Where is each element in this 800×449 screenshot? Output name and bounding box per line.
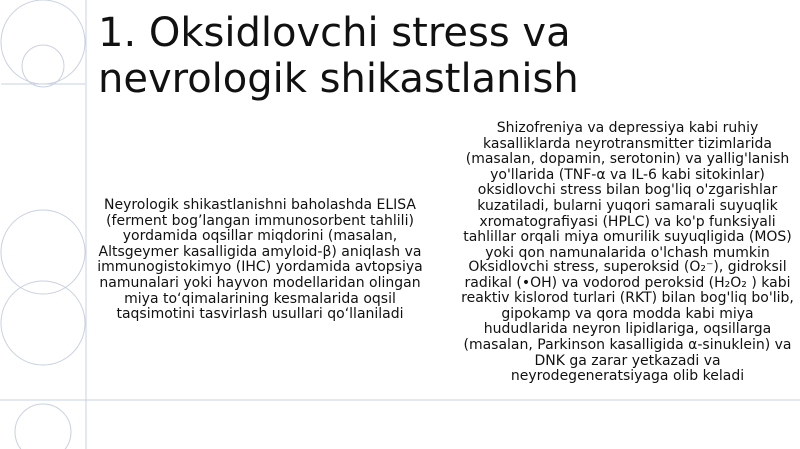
- decor-large-circle-top: [1, 0, 85, 84]
- slide-title-line-1: 1. Oksidlovchi stress va: [98, 10, 571, 56]
- right-paragraph-psychiatric: Shizofreniya va depressiya kabi ruhiy kasalliklarda neyrotransmitter tizimlarida (masalan, dopamin, serotonin) va yallig'lanish yo'llarida (TNF-α va IL-6 kabi sitokinlar) oksidlovchi stress bilan bog'liq o'zgarishlar kuzatiladi, bularni yuqori samarali suyuqlik xromatografiyasi (HPLC) va ko'p funksiyali tahlillar orqali miya omurilik suyuqligida (MOS) yoki qon namunalarida o'lchash mumkin: [463, 120, 792, 261]
- left-paragraph: Neyrologik shikastlanishni baholashda ELISA (ferment bog’langan immunosorbent tahlili) yordamida oqsillar miqdorini (masalan, Altsgeymer kasalligida amyloid-β) aniqlash va immunogistokimyo (IHC) yordamida avtopsiya namunalari yoki hayvon modellaridan olingan miya to‘qimalarining kesmalarida oqsil taqsimotini tasvirlash usullari qo‘llaniladi: [97, 197, 423, 323]
- decor-small-circle-top: [22, 45, 64, 87]
- right-paragraph-oxidative-stress: Oksidlovchi stress, superoksid (O₂⁻), gidroksil radikal (•OH) va vodorod peroksid (H₂O₂ ) kabi reaktiv kislorod turlari (RKT) bilan bog'liq bo'lib, gipokamp va qora modda kabi miya hududlarida neyron lipidlariga, oqsillarga (masalan, Parkinson kasalligida α-sinuklein) va DNK ga zarar yetkazadi va neyrodegeneratsiyaga olib keladi: [461, 259, 794, 385]
- decor-circle-edge: [15, 404, 71, 449]
- slide-title-line-2: nevrologik shikastlanish: [98, 56, 579, 102]
- slide-title: [98, 10, 788, 102]
